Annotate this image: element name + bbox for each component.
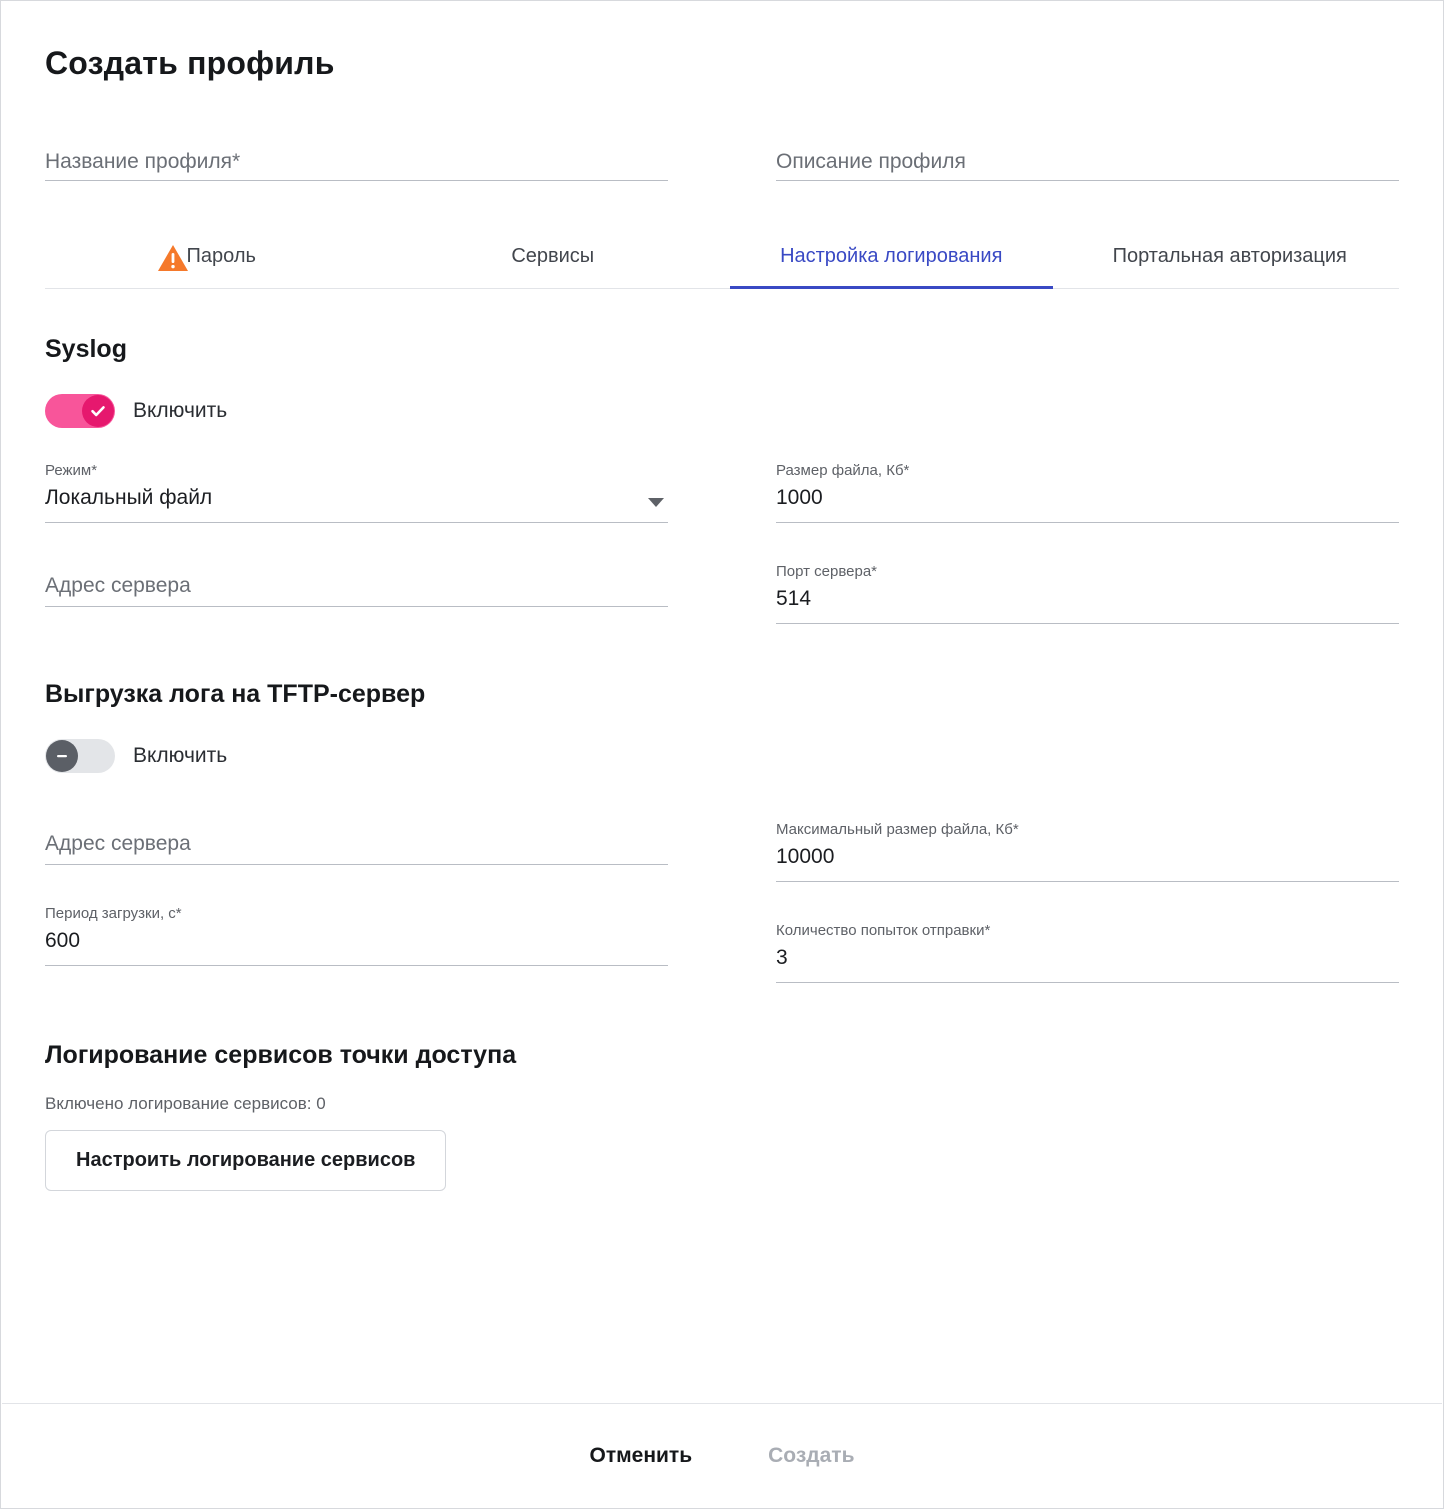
tftp-enable-row xyxy=(45,739,1399,773)
tftp-upload-period-input[interactable]: 600 xyxy=(45,929,668,966)
tftp-send-attempts-label: Количество попыток отправки* xyxy=(776,922,991,939)
services-logging-title: Логирование сервисов точки доступа xyxy=(45,1041,517,1069)
tab-services[interactable] xyxy=(384,229,723,288)
chevron-down-icon xyxy=(648,498,664,507)
syslog-left-column xyxy=(45,462,668,624)
syslog-file-size-input[interactable]: 1000 xyxy=(776,486,1399,523)
tftp-upload-period-label: Период загрузки, с* xyxy=(45,905,182,922)
syslog-server-port-group xyxy=(776,563,1399,624)
tab-portal-authorization[interactable] xyxy=(1061,229,1400,288)
profile-description-input[interactable] xyxy=(776,136,1399,181)
check-icon xyxy=(82,395,114,427)
tftp-enable-label: Включить xyxy=(133,744,228,767)
syslog-enable-toggle[interactable] xyxy=(45,394,115,428)
syslog-server-port-input[interactable]: 514 xyxy=(776,587,1399,624)
syslog-grid xyxy=(45,462,1399,624)
tftp-max-file-size-group xyxy=(776,821,1399,882)
cancel-button[interactable]: Отменить xyxy=(584,1443,699,1469)
services-logging-count: Включено логирование сервисов: 0 xyxy=(45,1094,326,1113)
tftp-grid xyxy=(45,821,1399,983)
dialog-content xyxy=(1,1,1443,1191)
tab-password-label: Пароль xyxy=(186,245,256,267)
syslog-server-address-group xyxy=(45,563,668,607)
tab-bar xyxy=(45,229,1399,289)
syslog-mode-group xyxy=(45,462,668,523)
configure-services-logging-button[interactable]: Настроить логирование сервисов xyxy=(45,1130,446,1191)
tab-password[interactable] xyxy=(45,229,384,288)
syslog-section-title: Syslog xyxy=(45,335,127,363)
create-button[interactable]: Создать xyxy=(762,1443,860,1469)
syslog-enable-label: Включить xyxy=(133,399,228,422)
tftp-send-attempts-input[interactable]: 3 xyxy=(776,946,1399,983)
tftp-right-column xyxy=(776,821,1399,983)
syslog-mode-select[interactable] xyxy=(45,486,668,523)
profile-description-field[interactable] xyxy=(776,136,1399,181)
tab-logging-settings[interactable] xyxy=(722,229,1061,288)
tftp-section-title: Выгрузка лога на TFTP-сервер xyxy=(45,680,426,708)
tab-logging-settings-label: Настройка логирования xyxy=(780,245,1003,267)
tftp-server-address-group xyxy=(45,821,668,865)
tftp-max-file-size-label: Максимальный размер файла, Кб* xyxy=(776,821,1019,838)
syslog-enable-row xyxy=(45,394,1399,428)
profile-name-input[interactable] xyxy=(45,136,668,181)
syslog-mode-value: Локальный файл xyxy=(45,486,668,523)
syslog-right-column xyxy=(776,462,1399,624)
tftp-upload-period-group xyxy=(45,905,668,966)
profile-description-placeholder: Описание профиля xyxy=(776,149,966,173)
syslog-file-size-group xyxy=(776,462,1399,523)
tftp-send-attempts-group xyxy=(776,922,1399,983)
tftp-max-file-size-input[interactable]: 10000 xyxy=(776,845,1399,882)
syslog-server-address-input[interactable]: Адрес сервера xyxy=(45,563,668,607)
profile-name-placeholder: Название профиля* xyxy=(45,149,241,173)
top-fields xyxy=(45,136,1399,181)
tab-portal-authorization-label: Портальная авторизация xyxy=(1112,245,1347,267)
tftp-left-column xyxy=(45,821,668,983)
page-title: Создать профиль xyxy=(45,45,335,81)
dialog-footer xyxy=(2,1403,1442,1508)
syslog-file-size-label: Размер файла, Кб* xyxy=(776,462,910,479)
tftp-enable-toggle[interactable] xyxy=(45,739,115,773)
tftp-server-address-input[interactable]: Адрес сервера xyxy=(45,821,668,865)
syslog-server-port-label: Порт сервера* xyxy=(776,563,878,580)
tab-services-label: Сервисы xyxy=(511,245,595,267)
syslog-mode-label: Режим* xyxy=(45,462,98,479)
minus-icon xyxy=(46,740,78,772)
profile-name-field[interactable] xyxy=(45,136,668,181)
